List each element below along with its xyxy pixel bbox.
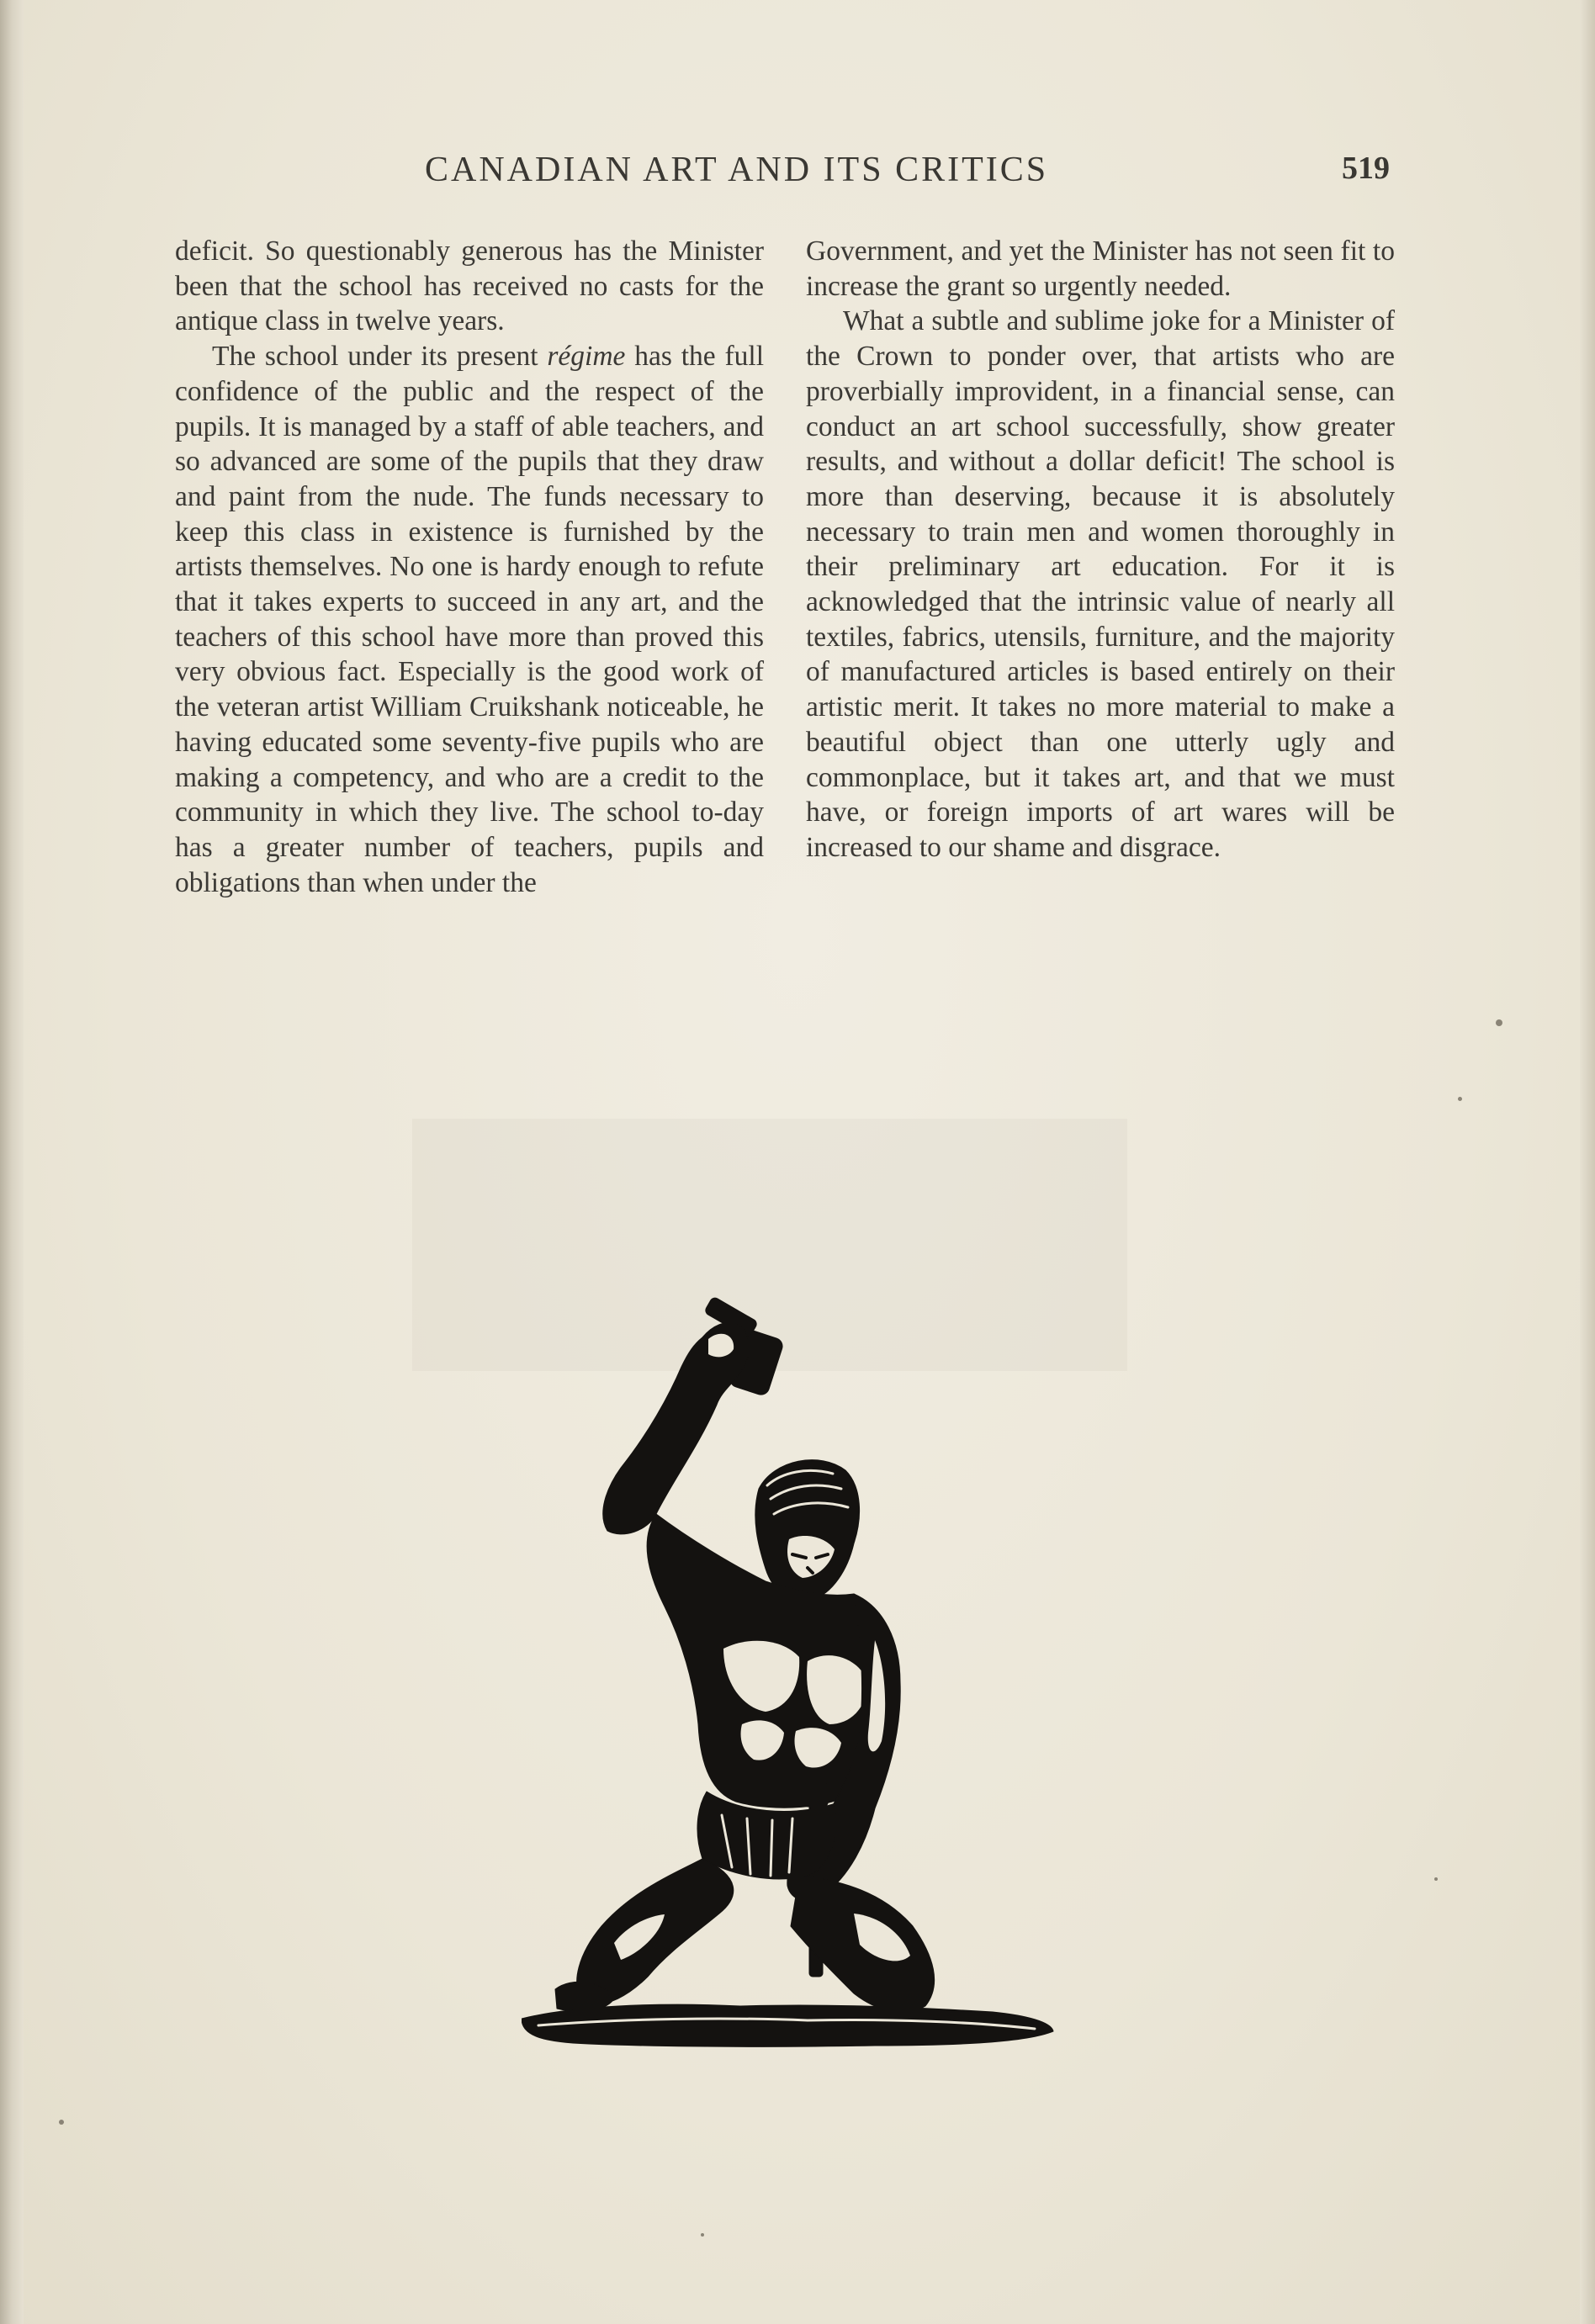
- paper-speck: [1434, 1877, 1438, 1881]
- right-paragraph-2: What a subtle and sublime joke for a Minister of the Crown to ponder over, that artists who are proverbially improvident, in a financial sense, can conduct an art school successfully, show greater results, and without a dollar deficit! The school is more than deserving, because it is absolutely necessary to train men and women thoroughly in their preliminary art education. For it is acknowledged that the intrinsic value of nearly all textiles, fabrics, utensils, furniture, and the majority of manufactured articles is based entirely on their artistic merit. It takes no more material to make a beautiful object than one utterly ugly and commonplace, but it takes art, and that we must have, or foreign imports of art wares will be increased to our shame and disgrace.: [806, 305, 1395, 863]
- running-title: CANADIAN ART AND ITS CRITICS: [425, 151, 1049, 189]
- page-binding-edge: [0, 0, 24, 2324]
- left-column: [175, 234, 764, 900]
- page-number: 519: [1342, 151, 1390, 186]
- paper-speck: [701, 2233, 704, 2237]
- italic-word-regime: régime: [547, 341, 626, 373]
- running-header: [177, 150, 1396, 200]
- left-paragraph-2: [175, 339, 764, 900]
- left-paragraph-2-rest: has the full confidence of the public and the respect of the pupils. It is managed by a staff of able teachers, and so advanced are some of the pupils that they draw and paint from the nude. The funds necessary to keep this class in existence is furnished by the artists themselves. No one is hardy enough to refute that it takes experts to succeed in any art, and the teachers of this school have more than proved this very obvious fact. Especially is the good work of the veteran artist William Cruikshank noticeable, he having educated some seventy-five pupils who are making a competency, and who are a credit to the community in which they live. The school to-day has a greater number of teachers, pupils and obligations than when under the: [175, 341, 764, 898]
- sculptor-illustration: [522, 1287, 1060, 2086]
- left-paragraph-2-start: The school under its present: [212, 341, 548, 373]
- right-column: [806, 234, 1395, 866]
- page-right-edge: [1580, 0, 1595, 2324]
- sculptor-figure-icon: [522, 1287, 1060, 2086]
- paper-speck: [59, 2120, 64, 2125]
- paper-speck: [1458, 1097, 1462, 1101]
- paper-speck: [1496, 1019, 1502, 1026]
- left-paragraph-1: deficit. So questionably generous has the Minister been that the school has received no casts for the antique class in twelve years.: [175, 236, 764, 337]
- right-paragraph-1: Government, and yet the Minister has not seen fit to increase the grant so urgently needed.: [806, 236, 1395, 302]
